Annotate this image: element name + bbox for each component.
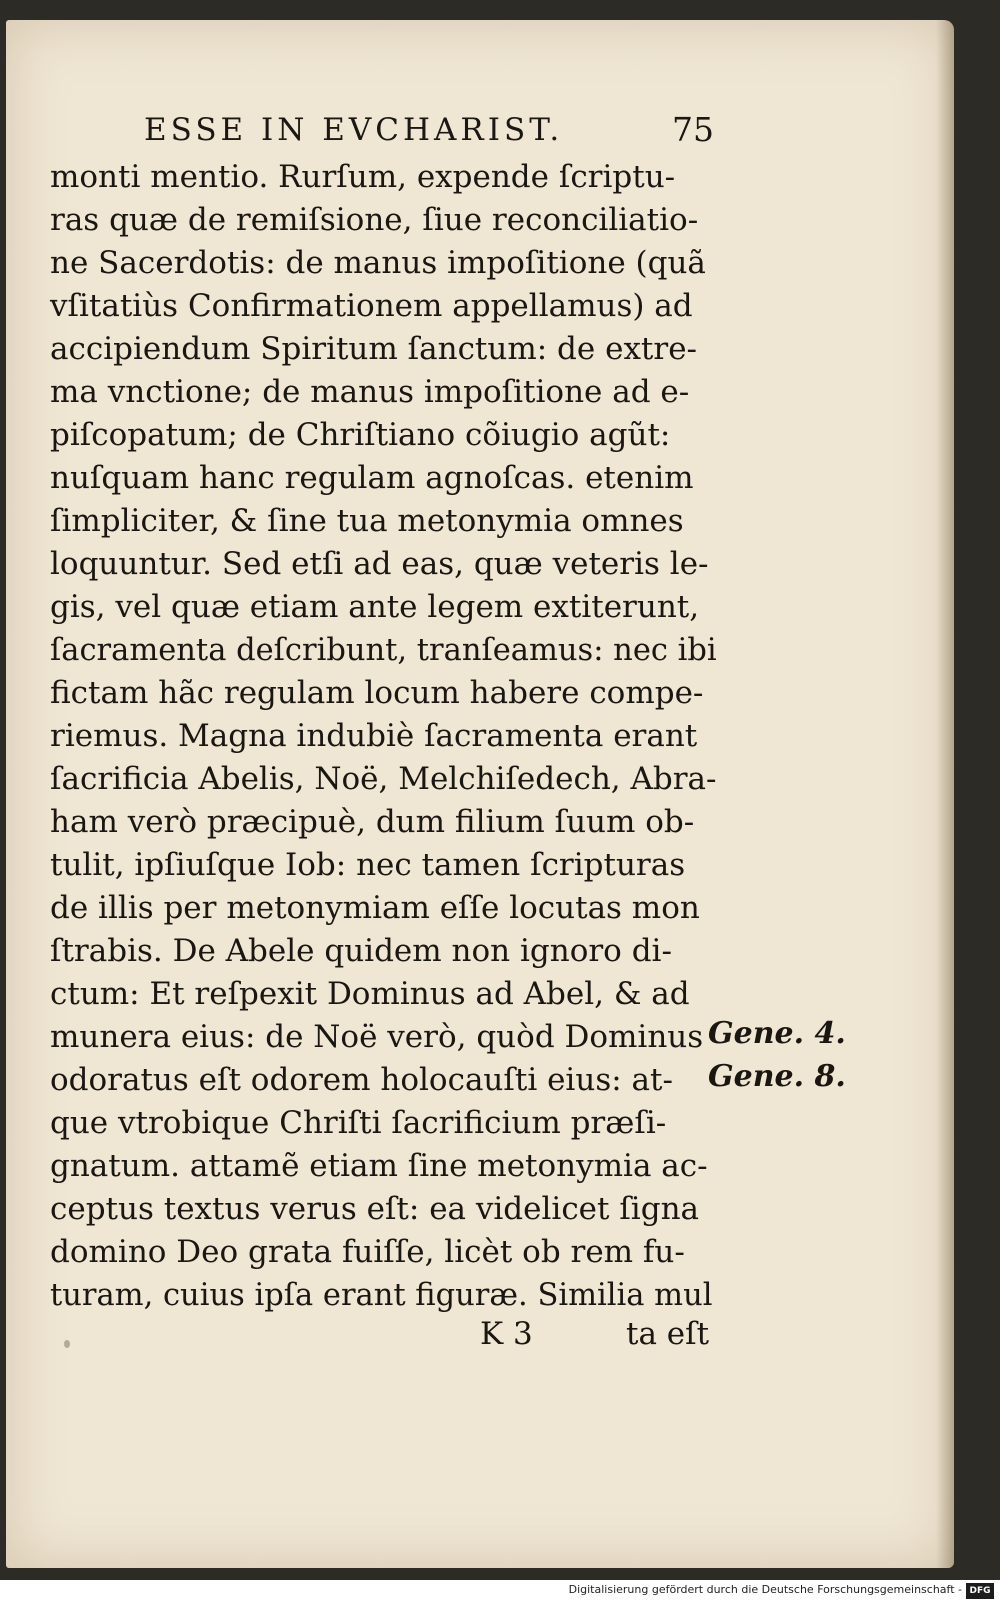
text-line: ctum: Et reſpexit Dominus ad Abel, & ad bbox=[50, 976, 690, 1012]
text-line: gnatum. attamẽ etiam ſine metonymia ac- bbox=[50, 1148, 708, 1184]
footer-credit: Digitalisierung gefördert durch die Deutsche Forschungsgemeinschaft - bbox=[568, 1583, 962, 1596]
text-line: gis, vel quæ etiam ante legem extiterunt, bbox=[50, 589, 700, 625]
body-text bbox=[50, 156, 722, 1317]
text-line: ras quæ de remiſsione, ſiue reconciliatio- bbox=[50, 202, 699, 238]
text-line: ſimpliciter, & ſine tua metonymia omnes bbox=[50, 503, 684, 539]
signature-mark: K 3 bbox=[480, 1316, 533, 1352]
margin-note-genesis-8: Gene. 8. bbox=[708, 1059, 846, 1094]
text-line: odoratus eſt odorem holocauſti eius: at- bbox=[50, 1062, 673, 1098]
text-line: loquuntur. Sed etſi ad eas, quæ veteris le- bbox=[50, 546, 709, 582]
text-line: monti mentio. Rurſum, expende ſcriptu- bbox=[50, 159, 676, 195]
paper-stain bbox=[64, 1340, 70, 1348]
footer-bar bbox=[0, 1580, 1000, 1604]
text-line: fictam hãc regulam locum habere compe- bbox=[50, 675, 704, 711]
running-title: ESSE IN EVCHARIST. bbox=[144, 112, 564, 148]
text-line: tulit, ipſiuſque Iob: nec tamen ſcripturas bbox=[50, 847, 686, 883]
text-line: nuſquam hanc regulam agnoſcas. etenim bbox=[50, 460, 694, 496]
text-line: ceptus textus verus eſt: ea videlicet ſigna bbox=[50, 1191, 700, 1227]
page-number: 75 bbox=[672, 110, 714, 149]
margin-note-genesis-4: Gene. 4. bbox=[708, 1016, 846, 1051]
text-line: de illis per metonymiam eſſe locutas mon bbox=[50, 890, 700, 926]
text-line: ham verò præcipuè, dum filium ſuum ob- bbox=[50, 804, 695, 840]
text-line: ſacramenta deſcribunt, tranſeamus: nec ibi bbox=[50, 633, 717, 668]
text-line: munera eius: de Noë verò, quòd Dominus bbox=[50, 1019, 704, 1055]
text-line: ne Sacerdotis: de manus impoſitione (quã bbox=[50, 245, 706, 281]
text-line: riemus. Magna indubiè ſacramenta erant bbox=[50, 718, 698, 754]
text-line: ſacrificia Abelis, Noë, Melchiſedech, Abra- bbox=[50, 761, 717, 797]
text-line: turam, cuius ipſa erant figuræ. Similia mul bbox=[50, 1278, 713, 1313]
text-line: ſtrabis. De Abele quidem non ignoro di- bbox=[50, 933, 672, 969]
text-line: ma vnctione; de manus impoſitione ad e- bbox=[50, 374, 690, 410]
text-line: que vtrobique Chriſti ſacrificium præſi- bbox=[50, 1105, 667, 1141]
running-head bbox=[144, 112, 714, 152]
catchword: ta eſt bbox=[626, 1316, 710, 1352]
text-line: piſcopatum; de Chriſtiano cõiugio agũt: bbox=[50, 417, 671, 453]
text-line: vſitatiùs Confirmationem appellamus) ad bbox=[50, 288, 693, 324]
text-line: domino Deo grata fuiſſe, licèt ob rem fu- bbox=[50, 1234, 685, 1270]
text-line: accipiendum Spiritum ſanctum: de extre- bbox=[50, 331, 698, 367]
dfg-logo: DFG bbox=[966, 1583, 994, 1599]
